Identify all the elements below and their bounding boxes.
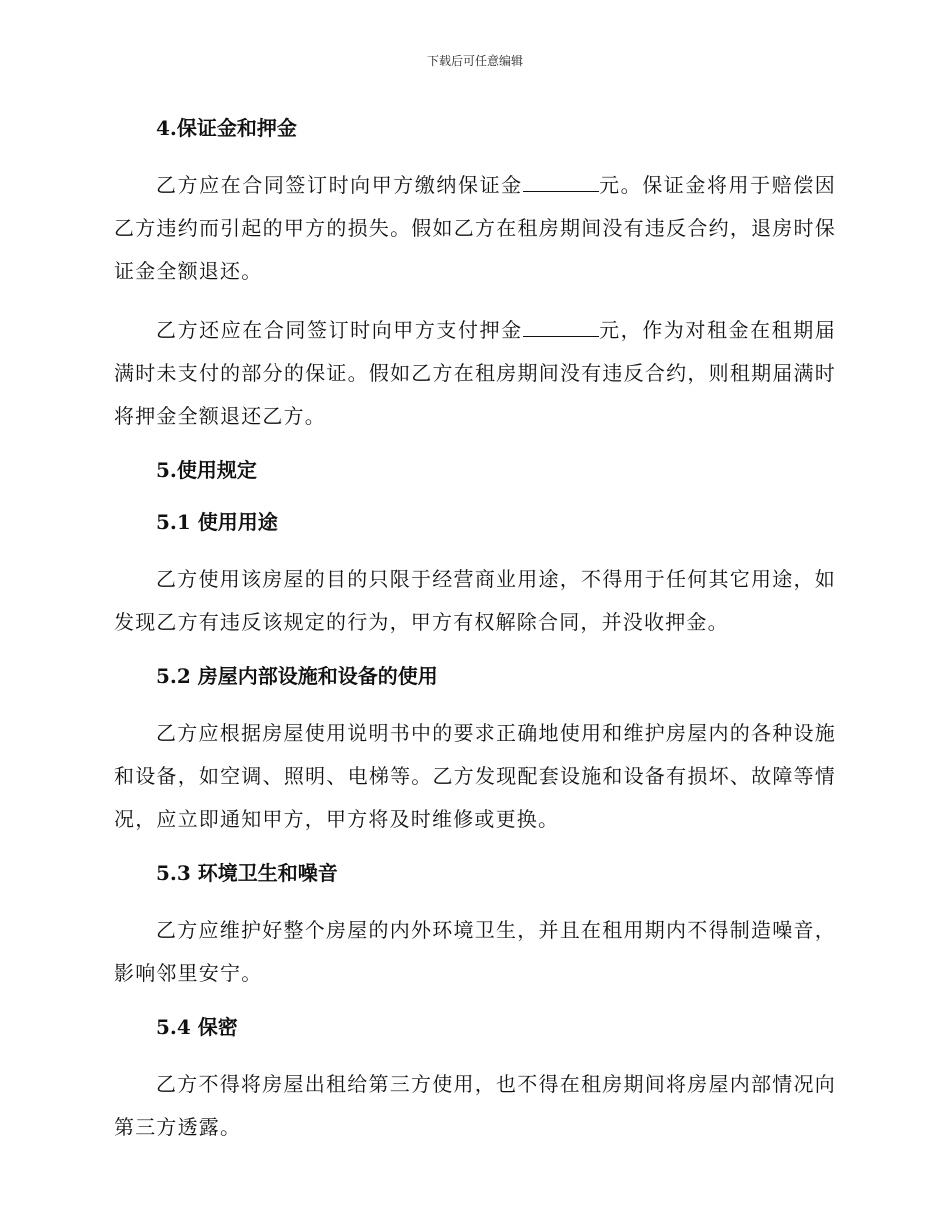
section-5-4-paragraph: 乙方不得将房屋出租给第三方使用，也不得在租房期间将房屋内部情况向第三方透露。 bbox=[114, 1072, 836, 1139]
section-5-1-paragraph: 乙方使用该房屋的目的只限于经营商业用途，不得用于任何其它用途，如发现乙方有违反该规定的行为，甲方有权解除合同，并没收押金。 bbox=[114, 567, 836, 634]
section-5-3-title: 5.3 环境卫生和噪音 bbox=[156, 861, 338, 885]
deposit-text-end: 元。保证金将用于赔偿因乙方违约而引起的甲方的损失。假如乙方在租房期间没有违反合约，退房时保证金全额退还。 bbox=[114, 173, 837, 283]
deposit-amount-blank bbox=[523, 173, 599, 192]
guarantee-text-end: 元，作为对租金在租期届满时未支付的部分的保证。假如乙方在租房期间没有违反合约，则租期届满时将押金全额退还乙方。 bbox=[114, 318, 837, 428]
deposit-text-start: 乙方应在合同签订时向甲方缴纳保证金 bbox=[156, 173, 523, 197]
section-4-title: 4.保证金和押金 bbox=[156, 116, 297, 140]
guarantee-amount-blank bbox=[523, 318, 599, 337]
header-note: 下载后可任意编辑 bbox=[426, 54, 523, 68]
section-5-2-paragraph: 乙方应根据房屋使用说明书中的要求正确地使用和维护房屋内的各种设施和设备，如空调、照明、电梯等。乙方发现配套设施和设备有损坏、故障等情况，应立即通知甲方，甲方将及时维修或更换。 bbox=[114, 721, 836, 831]
section-5-title: 5.使用规定 bbox=[156, 458, 257, 482]
section-5-4-title: 5.4 保密 bbox=[156, 1015, 238, 1039]
section-5-2-title: 5.2 房屋内部设施和设备的使用 bbox=[156, 664, 438, 688]
document-body bbox=[114, 112, 836, 1149]
section-4-paragraph-2 bbox=[114, 309, 836, 438]
guarantee-text-start: 乙方还应在合同签订时向甲方支付押金 bbox=[156, 318, 523, 342]
section-5-1-title: 5.1 使用用途 bbox=[156, 510, 278, 534]
section-5-3-paragraph: 乙方应维护好整个房屋的内外环境卫生，并且在租用期内不得制造噪音，影响邻里安宁。 bbox=[114, 918, 836, 985]
section-4-paragraph-1 bbox=[114, 164, 836, 293]
